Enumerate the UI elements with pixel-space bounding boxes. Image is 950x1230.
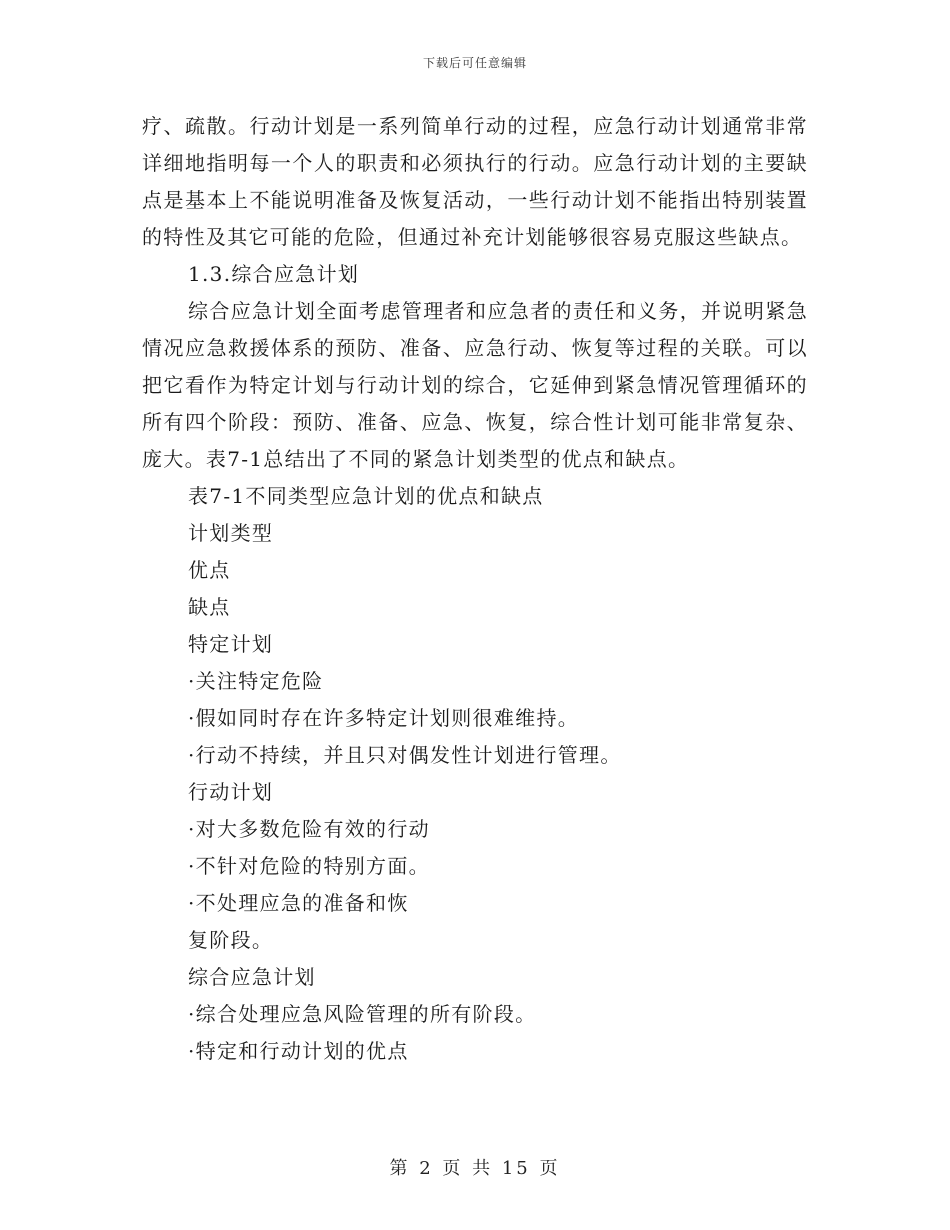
table-caption: 表7-1不同类型应急计划的优点和缺点 [188, 484, 544, 508]
page-number: 第 2 页 共 15 页 [389, 1158, 561, 1179]
table-header-type: 计划类型 [188, 521, 274, 545]
table-row-item: ·对大多数危险有效的行动 [188, 817, 430, 841]
paragraph-action-plan: 疗、疏散。行动计划是一系列简单行动的过程，应急行动计划通常非常详细地指明每一个人的职责和必须执行的行动。应急行动计划的主要缺点是基本上不能说明准备及恢复活动，一些行动计划不能指出特别装置的特性及其它可能的危险，但通过补充计划能够很容易克服这些缺点。 [142, 114, 808, 249]
table-header-pros: 优点 [188, 558, 231, 582]
table-header-cons: 缺点 [188, 595, 231, 619]
table-row-item: ·行动不持续，并且只对偶发性计划进行管理。 [188, 743, 622, 767]
table-row-item: ·假如同时存在许多特定计划则很难维持。 [188, 706, 580, 730]
section-heading: 1.3.综合应急计划 [188, 262, 360, 286]
table-row-item: ·不处理应急的准备和恢 [188, 891, 409, 915]
table-row-item: ·不针对危险的特别方面。 [188, 854, 430, 878]
document-body [142, 108, 808, 1070]
table-row-item: ·综合处理应急风险管理的所有阶段。 [188, 1002, 537, 1026]
table-row-type: 综合应急计划 [188, 965, 316, 989]
table-row-type: 特定计划 [188, 632, 274, 656]
table-row-type: 行动计划 [188, 780, 274, 804]
table-row-item: ·特定和行动计划的优点 [188, 1039, 409, 1063]
table-row-item: 复阶段。 [188, 928, 274, 952]
paragraph-comprehensive-plan: 综合应急计划全面考虑管理者和应急者的责任和义务，并说明紧急情况应急救援体系的预防、准备、应急行动、恢复等过程的关联。可以把它看作为特定计划与行动计划的综合，它延伸到紧急情况管理循环的所有四个阶段：预防、准备、应急、恢复，综合性计划可能非常复杂、庞大。表7-1总结出了不同的紧急计划类型的优点和缺点。 [142, 299, 808, 471]
page-header: 下载后可任意编辑 [422, 56, 527, 70]
table-row-item: ·关注特定危险 [188, 669, 324, 693]
